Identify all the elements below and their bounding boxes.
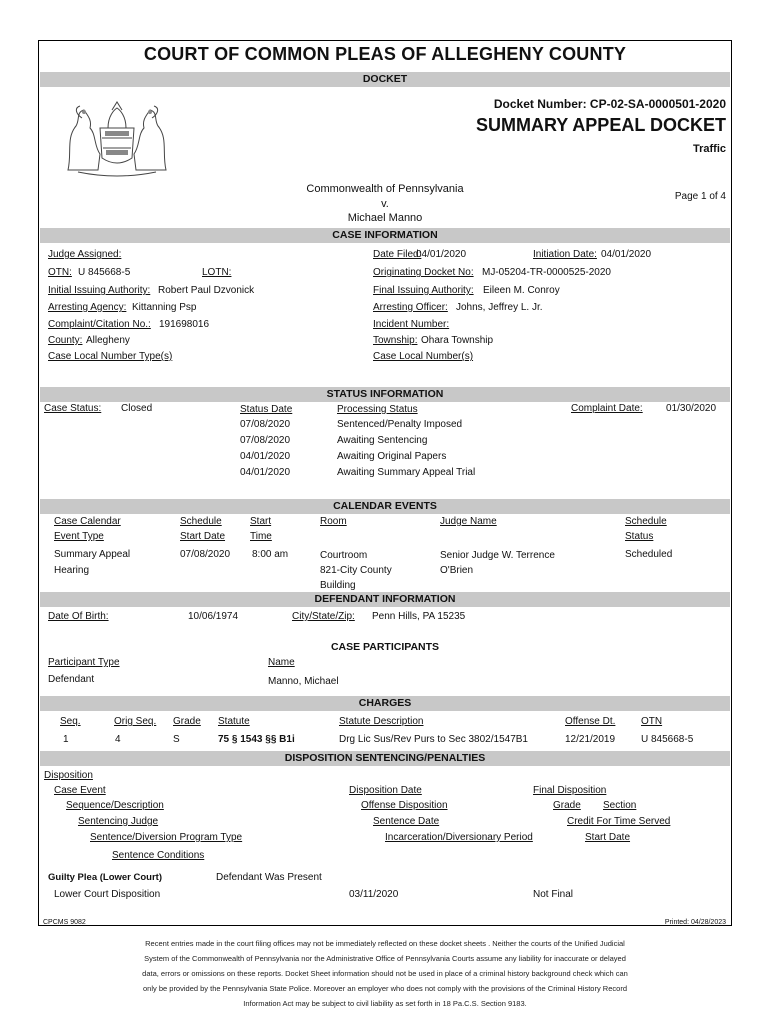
cal-room-1: Courtroom	[320, 550, 368, 561]
lower-court-disposition: Lower Court Disposition	[54, 889, 161, 900]
grade-label: Grade	[553, 800, 581, 811]
charge-orig-seq: 4	[115, 734, 121, 745]
charge-desc-header: Statute Description	[339, 716, 424, 727]
case-status-label: Case Status:	[44, 403, 102, 414]
initiation-date-label: Initiation Date:	[533, 249, 597, 260]
complaint-date-label: Complaint Date:	[571, 403, 643, 414]
status-row-status: Sentenced/Penalty Imposed	[337, 419, 463, 430]
disclaimer-line: data, errors or omissions on these reports. Docket Sheet information should not be used in place of a criminal history background check which can	[142, 969, 628, 978]
charge-statute-header: Statute	[218, 716, 250, 727]
charges-header: CHARGES	[40, 696, 730, 711]
disposition-header: DISPOSITION SENTENCING/PENALTIES	[40, 751, 730, 766]
participant-name: Manno, Michael	[268, 676, 339, 687]
cal-event-type-header-2: Event Type	[54, 531, 104, 542]
lower-court-date: 03/11/2020	[349, 889, 399, 900]
versus: v.	[381, 198, 389, 210]
cal-start-date-header-1: Schedule	[180, 516, 222, 527]
charge-offense-dt-header: Offense Dt.	[565, 716, 616, 727]
cal-judge-header: Judge Name	[440, 516, 497, 527]
charge-otn: U 845668-5	[641, 734, 694, 745]
county-label: County:	[48, 335, 83, 346]
cal-event-type-2: Hearing	[54, 565, 90, 576]
charge-seq: 1	[63, 734, 69, 745]
arresting-officer: Johns, Jeffrey L. Jr.	[456, 302, 543, 313]
charge-desc: Drg Lic Sus/Rev Purs to Sec 3802/1547B1	[339, 734, 528, 745]
lower-court-final: Not Final	[533, 889, 574, 900]
initiation-date: 04/01/2020	[601, 249, 652, 260]
cal-judge-1: Senior Judge W. Terrence	[440, 550, 555, 561]
judge-assigned-label: Judge Assigned:	[48, 249, 122, 260]
status-row-status: Awaiting Sentencing	[337, 435, 428, 446]
arresting-agency: Kittanning Psp	[132, 302, 197, 313]
case-status: Closed	[121, 403, 153, 414]
otn-label: OTN:	[48, 267, 72, 278]
cal-status-header-1: Schedule	[625, 516, 667, 527]
charge-statute: 75 § 1543 §§ B1i	[218, 734, 295, 745]
initial-authority-label: Initial Issuing Authority:	[48, 285, 151, 296]
status-row-date: 04/01/2020	[240, 451, 291, 462]
participant-type-label: Participant Type	[48, 657, 120, 668]
county: Allegheny	[86, 335, 130, 346]
disclaimer-line: only be provided by the Pennsylvania State Police. Moreover an employer who does not comply with the provisions of the Criminal History Record	[143, 984, 627, 993]
participant-name-label: Name	[268, 657, 295, 668]
cal-room-3: Building	[320, 580, 356, 591]
complaint-date: 01/30/2020	[666, 403, 717, 414]
cal-event-type-header-1: Case Calendar	[54, 516, 121, 527]
final-authority-label: Final Issuing Authority:	[373, 285, 474, 296]
final-authority: Eileen M. Conroy	[483, 285, 560, 296]
charge-otn-header: OTN	[641, 716, 663, 727]
complaint-no: 191698016	[159, 319, 210, 330]
status-row-status: Awaiting Original Papers	[337, 451, 447, 462]
printed-date: Printed: 04/28/2023	[664, 919, 726, 926]
form-id: CPCMS 9082	[43, 919, 86, 926]
status-row-date: 07/08/2020	[240, 419, 291, 430]
charge-grade-header: Grade	[173, 716, 201, 727]
local-numbers-label: Case Local Number(s)	[373, 351, 474, 362]
local-number-type-label: Case Local Number Type(s)	[48, 351, 173, 362]
township-label: Township:	[373, 335, 418, 346]
township: Ohara Township	[421, 335, 494, 346]
date-filed: 04/01/2020	[416, 249, 467, 260]
charge-grade: S	[173, 734, 180, 745]
charge-seq-header: Seq.	[60, 716, 81, 727]
cal-status: Scheduled	[625, 549, 673, 560]
docket-bar: DOCKET	[40, 72, 730, 87]
charge-offense-dt: 12/21/2019	[565, 734, 616, 745]
cal-start-date: 07/08/2020	[180, 549, 231, 560]
status-row-date: 04/01/2020	[240, 467, 291, 478]
city: Penn Hills, PA 15235	[372, 611, 466, 622]
cal-judge-2: O'Brien	[440, 565, 474, 576]
cal-status-header-2: Status	[625, 531, 654, 542]
cal-room-2: 821-City County	[320, 565, 392, 576]
program-type-label: Sentence/Diversion Program Type	[90, 832, 243, 843]
cal-room-header: Room	[320, 516, 347, 527]
calendar-events-header: CALENDAR EVENTS	[40, 499, 730, 514]
status-date-label: Status Date	[240, 404, 293, 415]
disclaimer-line: Information Act may be subject to civil liability as set forth in 18 Pa.C.S. Section 9183.	[243, 999, 527, 1008]
dob: 10/06/1974	[188, 611, 239, 622]
credit-label: Credit For Time Served	[567, 816, 671, 827]
arresting-agency-label: Arresting Agency:	[48, 302, 127, 313]
disposition-label: Disposition	[44, 770, 93, 781]
sentence-date-label: Sentence Date	[373, 816, 440, 827]
incarceration-label: Incarceration/Diversionary Period	[385, 832, 533, 843]
charge-orig-seq-header: Orig Seq.	[114, 716, 157, 727]
city-label: City/State/Zip:	[292, 611, 355, 622]
page-number: Page 1 of 4	[674, 191, 726, 202]
disclaimer-line: Recent entries made in the court filing offices may not be immediately reflected on these docket sheets . Neither the courts of the Unified Judicial	[145, 939, 625, 948]
dob-label: Date Of Birth:	[48, 611, 109, 622]
case-event-label: Case Event	[54, 785, 106, 796]
case-type: Traffic	[692, 143, 726, 155]
defendant-information-header: DEFENDANT INFORMATION	[40, 592, 730, 607]
final-disposition-label: Final Disposition	[533, 785, 607, 796]
plaintiff-name: Commonwealth of Pennsylvania	[306, 183, 464, 195]
docket-number: Docket Number: CP-02-SA-0000501-2020	[493, 97, 726, 111]
disposition-date-label: Disposition Date	[349, 785, 422, 796]
cal-start-date-header-2: Start Date	[180, 531, 226, 542]
status-information-header: STATUS INFORMATION	[40, 387, 730, 402]
offense-disposition-label: Offense Disposition	[361, 800, 448, 811]
status-row-date: 07/08/2020	[240, 435, 291, 446]
conditions-label: Sentence Conditions	[112, 850, 205, 861]
court-title: COURT OF COMMON PLEAS OF ALLEGHENY COUNTY	[143, 44, 627, 64]
lotn-label: LOTN:	[202, 267, 232, 278]
disclaimer-line: System of the Commonwealth of Pennsylvania nor the Administrative Office of Pennsylvania Courts assume any liability for inaccurate or delayed	[144, 954, 626, 963]
cal-start-time: 8:00 am	[252, 549, 289, 560]
docket-type-title: SUMMARY APPEAL DOCKET	[475, 115, 726, 135]
incident-number-label: Incident Number:	[373, 319, 450, 330]
originating-docket: MJ-05204-TR-0000525-2020	[482, 267, 611, 278]
case-participants-header: CASE PARTICIPANTS	[330, 641, 440, 653]
date-filed-label: Date Filed:	[373, 249, 422, 260]
processing-status-label: Processing Status	[337, 404, 418, 415]
sequence-desc-label: Sequence/Description	[66, 800, 164, 811]
start-date-label: Start Date	[585, 832, 631, 843]
complaint-no-label: Complaint/Citation No.:	[48, 319, 151, 330]
sentencing-judge-label: Sentencing Judge	[78, 816, 159, 827]
cal-start-time-header-2: Time	[250, 531, 272, 542]
arresting-officer-label: Arresting Officer:	[373, 302, 448, 313]
initial-authority: Robert Paul Dzvonick	[158, 285, 255, 296]
pennsylvania-seal-icon	[58, 98, 176, 178]
plea-type: Guilty Plea (Lower Court)	[48, 872, 163, 883]
status-row-status: Awaiting Summary Appeal Trial	[337, 467, 476, 478]
defendant-caption: Michael Manno	[347, 212, 423, 224]
otn: U 845668-5	[78, 267, 131, 278]
originating-docket-label: Originating Docket No:	[373, 267, 474, 278]
cal-event-type: Summary Appeal	[54, 549, 131, 560]
disclaimer	[80, 936, 690, 1011]
case-information-header: CASE INFORMATION	[40, 228, 730, 243]
section-label: Section	[603, 800, 637, 811]
participant-type: Defendant	[48, 674, 95, 685]
plea-note: Defendant Was Present	[216, 872, 322, 883]
cal-start-time-header-1: Start	[250, 516, 272, 527]
